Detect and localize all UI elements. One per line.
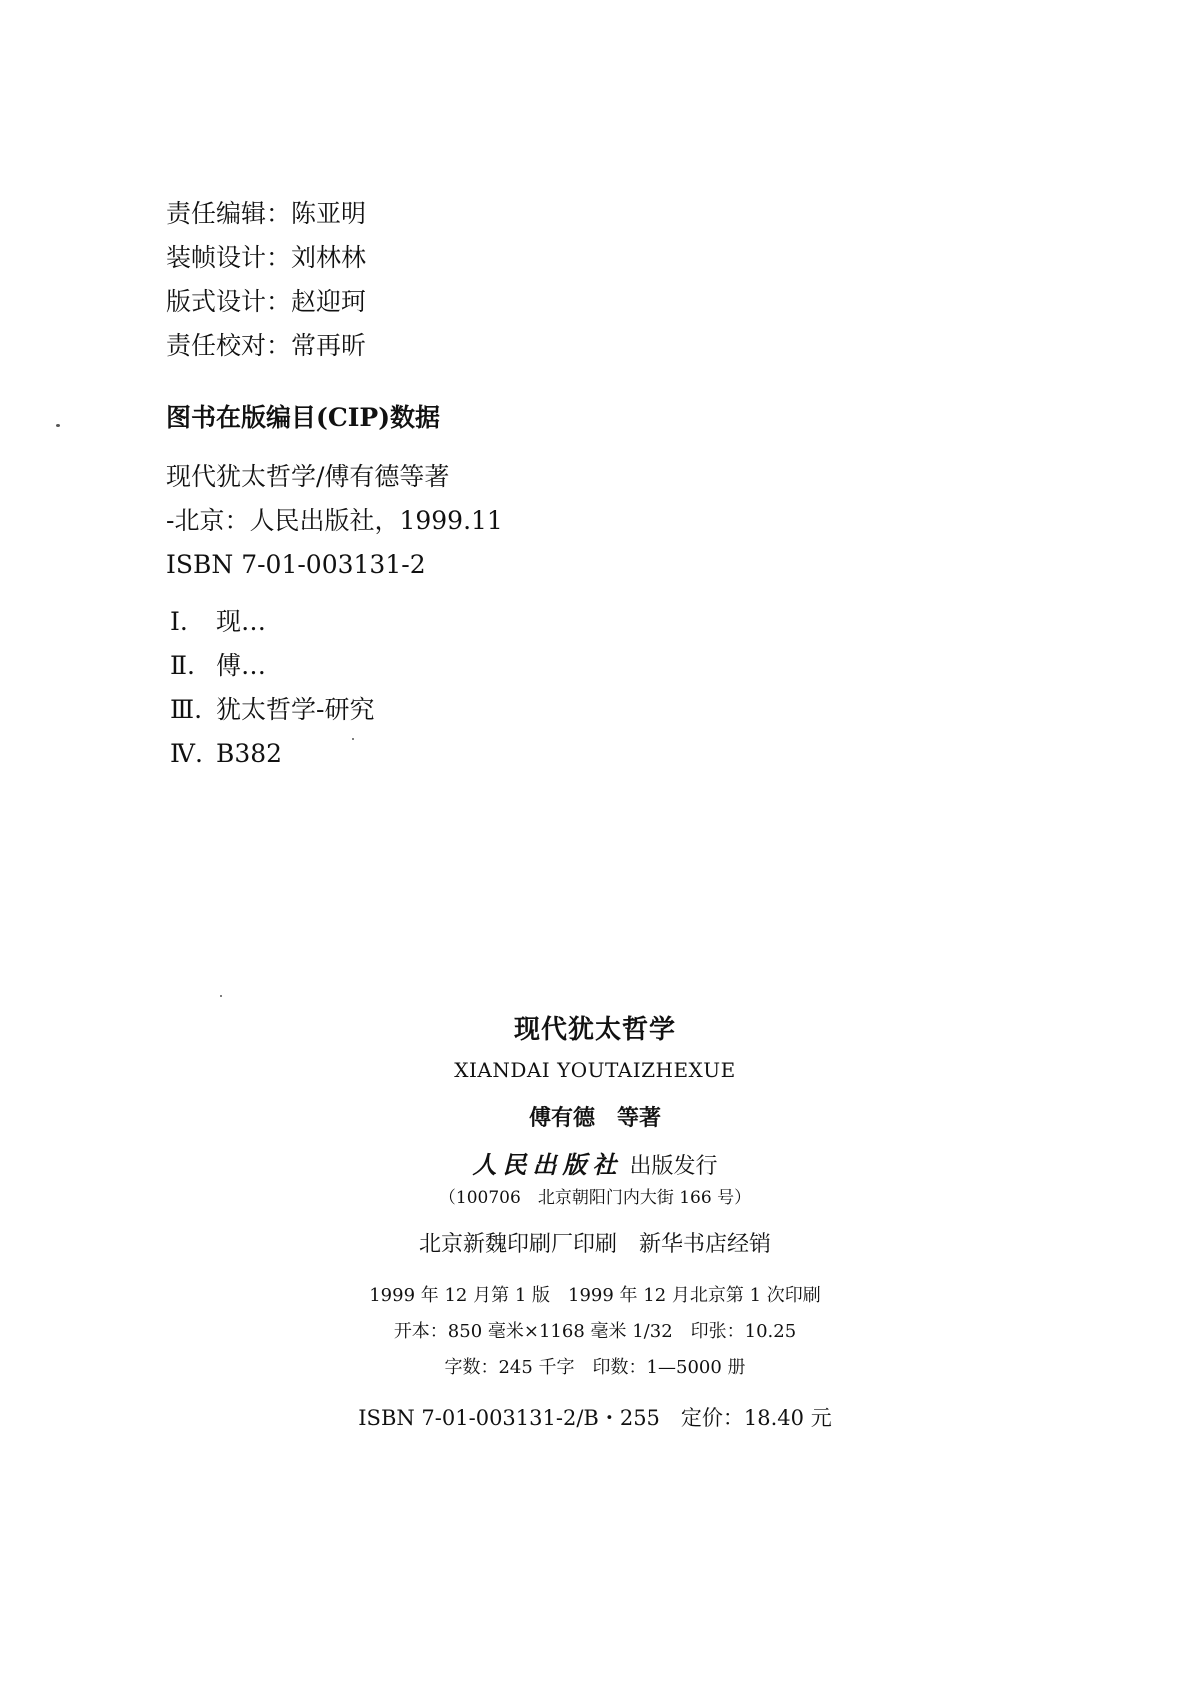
wordcount-info: 字数：245 千字 印数：1—5000 册 [444, 1357, 746, 1378]
classification-item [170, 600, 374, 644]
cip-isbn: ISBN 7-01-003131-2 [166, 550, 426, 579]
credit-binding-design: 装帧设计：刘林林 [166, 243, 367, 272]
classification-number: Ⅰ. [170, 607, 188, 636]
credit-editor: 责任编辑：陈亚明 [166, 199, 367, 228]
printer-distributor: 北京新魏印刷厂印刷 新华书店经销 [418, 1232, 771, 1257]
edition-info: 1999 年 12 月第 1 版 1999 年 12 月北京第 1 次印刷 [369, 1285, 821, 1306]
cip-place-publisher: -北京：人民出版社，1999.11 [166, 506, 503, 535]
classification-number: Ⅱ. [170, 651, 195, 680]
classification-text: B382 [216, 739, 283, 768]
credit-layout-design: 版式设计：赵迎珂 [166, 287, 367, 316]
staff-credits [166, 192, 366, 368]
classification-text: 犹太哲学-研究 [216, 695, 375, 724]
book-title-pinyin: XIANDAI YOUTAIZHEXUE [454, 1058, 736, 1082]
book-title: 现代犹太哲学 [513, 1015, 676, 1045]
scan-speck [56, 424, 60, 427]
publisher-logo-text: 人民出版社 [472, 1150, 623, 1179]
classification-number: Ⅲ. [170, 695, 203, 724]
scan-speck [220, 995, 222, 997]
cip-title-author: 现代犹太哲学/傅有德等著 [166, 462, 450, 491]
isbn-price: ISBN 7-01-003131-2/B・255 定价：18.40 元 [358, 1406, 832, 1430]
credit-proofreader: 责任校对：常再昕 [166, 331, 367, 360]
publisher-line [0, 1146, 1190, 1184]
classification-item [170, 732, 374, 776]
classification-item [170, 644, 374, 688]
cip-data [166, 455, 503, 587]
classification-text: 傅… [216, 651, 267, 680]
publisher-suffix: 出版发行 [629, 1154, 718, 1179]
classification-item [170, 688, 374, 732]
classification-text: 现… [216, 607, 267, 636]
book-author: 傅有德 等著 [528, 1105, 661, 1131]
classification-number: Ⅳ. [170, 739, 203, 768]
publisher-address: （100706 北京朝阳门内大街 166 号） [438, 1188, 752, 1208]
classification-list [170, 600, 374, 776]
format-info: 开本：850 毫米×1168 毫米 1/32 印张：10.25 [393, 1321, 797, 1342]
cip-heading: 图书在版编目(CIP)数据 [166, 403, 441, 432]
colophon [0, 1010, 1190, 1440]
